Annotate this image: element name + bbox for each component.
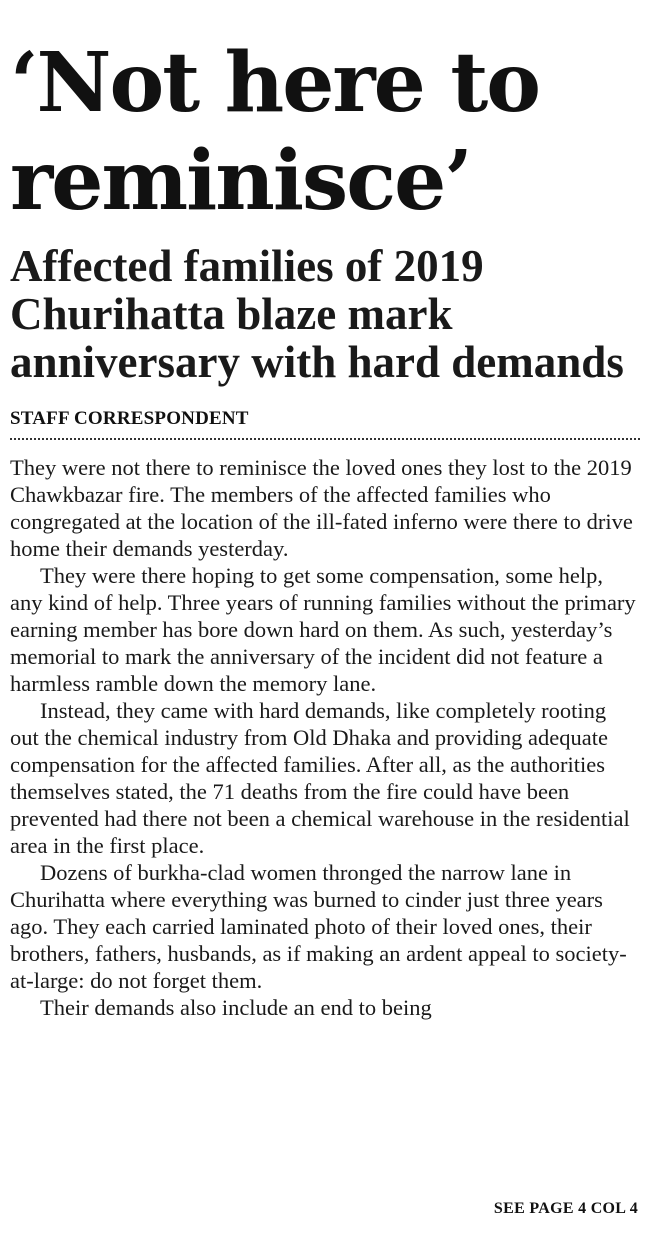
subheadline-line-3: anniversary with hard demands [10,337,624,387]
byline: STAFF CORRESPONDENT [10,408,640,440]
body-paragraph-1: They were not there to reminisce the loved ones they lost to the 2019 Chawkbazar fire. The members of the affected families who congregated at the location of the ill-fated inferno were there to drive home their demands yesterday. [10,455,633,561]
news-article [10,0,640,1021]
headline-line-2: reminisce’ [10,133,471,229]
headline-line-1: ‘Not here to [10,35,539,131]
headline [10,0,640,230]
body-paragraph-5: Their demands also include an end to being [40,995,432,1020]
body-paragraph-4: Dozens of burkha-clad women thronged the narrow lane in Churihatta where everything was burned to cinder just three years ago. They each carried laminated photo of their loved ones, their brothers, fathers, husbands, as if making an ardent appeal to society-at-large: do not forget them. [10,860,627,993]
subheadline-line-2: Churihatta blaze mark [10,289,453,339]
body-paragraph-3: Instead, they came with hard demands, like completely rooting out the chemical industry from Old Dhaka and providing adequate compensation for the affected families. After all, as the authorities themselves stated, the 71 deaths from the fire could have been prevented had there not been a chemical warehouse in the residential area in the first place. [10,698,630,858]
continuation-jump-line: SEE PAGE 4 COL 4 [493,1200,638,1217]
article-body [10,454,640,1021]
body-paragraph-2: They were there hoping to get some compensation, some help, any kind of help. Three years of running families without the primary earning member has bore down hard on them. As such, yesterday’s memorial to mark the anniversary of the incident did not feature a harmless ramble down the memory lane. [10,563,636,696]
subheadline [10,242,640,386]
subheadline-line-1: Affected families of 2019 [10,241,484,291]
